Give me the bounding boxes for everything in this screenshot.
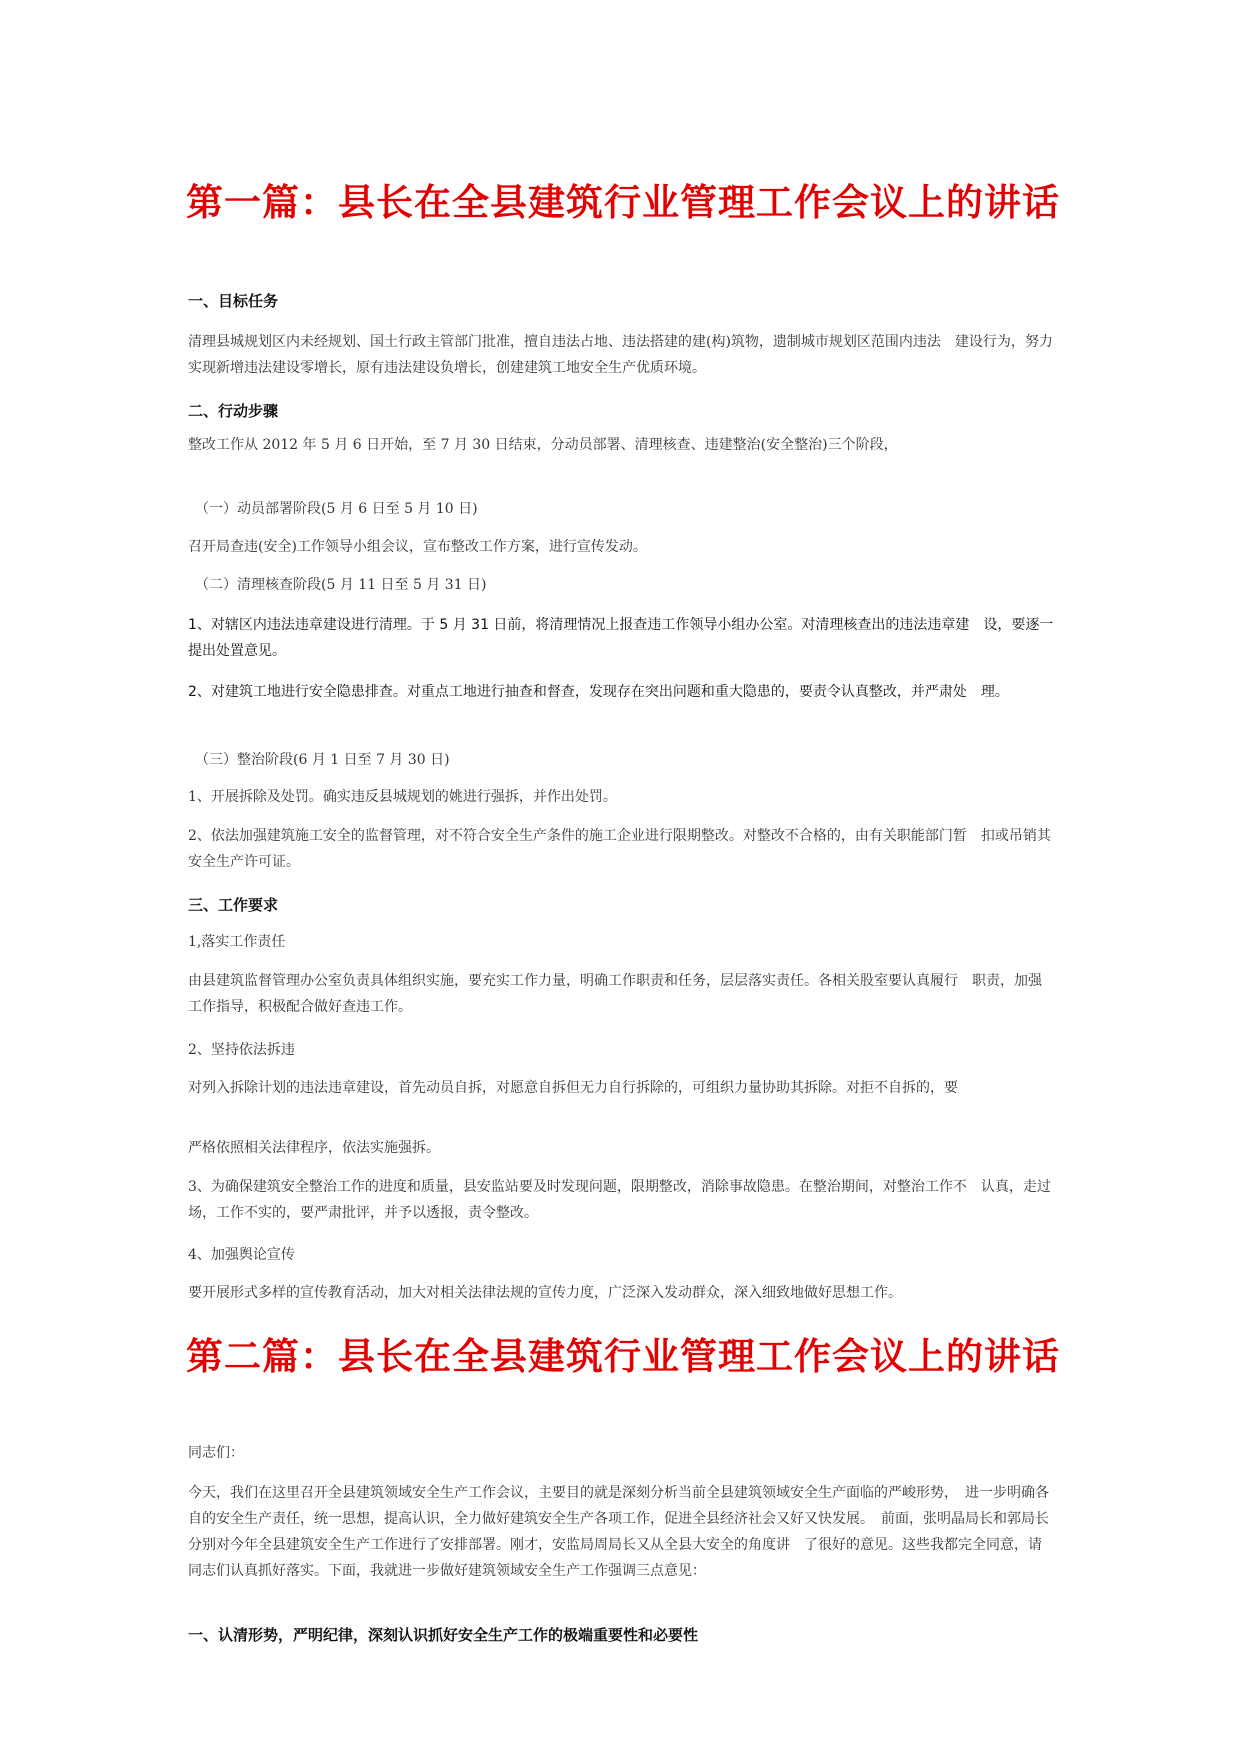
paragraph-requirement-1: 由县建筑监督管理办公室负责具体组织实施，要充实工作力量，明确工作职责和任务，层层落实责任。各相关股室要认真履行 职责，加强工作指导，积极配合做好查违工作。 [188, 973, 1042, 1015]
stage-heading-mobilize: （一）动员部署阶段(5 月 6 日至 5 月 10 日) [195, 501, 478, 517]
paragraph-rectify-1: 1、开展拆除及处罚。确实违反县城规划的姚进行强拆，并作出处罚。 [188, 789, 617, 805]
stage-heading-verify: （二）清理核查阶段(5 月 11 日至 5 月 31 日) [195, 577, 487, 593]
paragraph-requirement-3: 3、为确保建筑安全整治工作的进度和质量，县安监站要及时发现问题，限期整改，消除事故隐患。在整治期间，对整治工作不 认真，走过场，工作不实的，要严肃批评，并予以透报，责令整改。 [188, 1179, 1051, 1221]
document-title-first: 第一篇：县长在全县建筑行业管理工作会议上的讲话 [186, 180, 1060, 224]
paragraph-steps-intro: 整改工作从 2012 年 5 月 6 日开始，至 7 月 30 日结束，分动员部署、清理核查、违建整治(安全整治)三个阶段， [188, 437, 898, 453]
paragraph-verify-1: 1、对辖区内违法违章建设进行清理。于 5 月 31 日前，将清理情况上报查违工作领导小组办公室。对清理核查出的违法违章建 设，要逐一提出处置意见。 [188, 617, 1054, 659]
paragraph-rectify-2: 2、依法加强建筑施工安全的监督管理，对不符合安全生产条件的施工企业进行限期整改。对整改不合格的，由有关职能部门暂 扣或吊销其安全生产许可证。 [188, 828, 1051, 870]
greeting: 同志们： [188, 1445, 244, 1461]
paragraph-opening: 今天，我们在这里召开全县建筑领域安全生产工作会议，主要目的就是深刻分析当前全县建筑领域安全生产面临的严峻形势， 进一步明确各自的安全生产责任，统一思想，提高认识，全力做好建筑安全生产各项工作，促进全县经济社会又好又快发展。 前面，张明晶局长和郭局长分别对今年全县建筑安全生产工作进行了安排部署。刚才，安监局周局长又从全县大安全的角度讲 了很好的意见。这些我都完全同意，请同志们认真抓好落实。下面，我就进一步做好建筑领域安全生产工作强调三点意见： [188, 1485, 1049, 1579]
requirement-heading-4: 4、加强舆论宣传 [188, 1247, 295, 1263]
paragraph-goals: 清理县城规划区内未经规划、国土行政主管部门批准，擅自违法占地、违法搭建的建(构)筑物，遗制城市规划区范围内违法 建设行为，努力实现新增违法建设零增长，原有违法建设负增长，创建建筑工地安全生产优质环境。 [188, 334, 1053, 376]
section-heading-requirements: 三、工作要求 [188, 896, 279, 914]
paragraph-mobilize: 召开局查违(安全)工作领导小组会议，宣布整改工作方案，进行宣传发动。 [188, 539, 647, 555]
stage-heading-rectify: （三）整治阶段(6 月 1 日至 7 月 30 日) [195, 752, 450, 768]
requirement-heading-1: 1,落实工作责任 [188, 934, 286, 950]
requirement-heading-2: 2、坚持依法拆违 [188, 1042, 295, 1058]
paragraph-requirement-2b: 严格依照相关法律程序，依法实施强拆。 [188, 1140, 440, 1156]
paragraph-requirement-4: 要开展形式多样的宣传教育活动，加大对相关法律法规的宣传力度，广泛深入发动群众，深入细致地做好思想工作。 [188, 1285, 902, 1301]
paragraph-requirement-2a: 对列入拆除计划的违法违章建设，首先动员自拆，对愿意自拆但无力自行拆除的，可组织力量协助其拆除。对拒不自拆的，要 [188, 1080, 958, 1096]
section-heading-goals: 一、目标任务 [188, 292, 279, 310]
paragraph-verify-2: 2、对建筑工地进行安全隐患排查。对重点工地进行抽查和督查，发现存在突出问题和重大隐患的，要责令认真整改，并严肃处 理。 [188, 684, 1009, 700]
section-heading-situation: 一、认清形势，严明纪律，深刻认识抓好安全生产工作的极端重要性和必要性 [188, 1626, 699, 1644]
document-title-second: 第二篇：县长在全县建筑行业管理工作会议上的讲话 [186, 1334, 1060, 1378]
section-heading-steps: 二、行动步骤 [188, 402, 279, 420]
